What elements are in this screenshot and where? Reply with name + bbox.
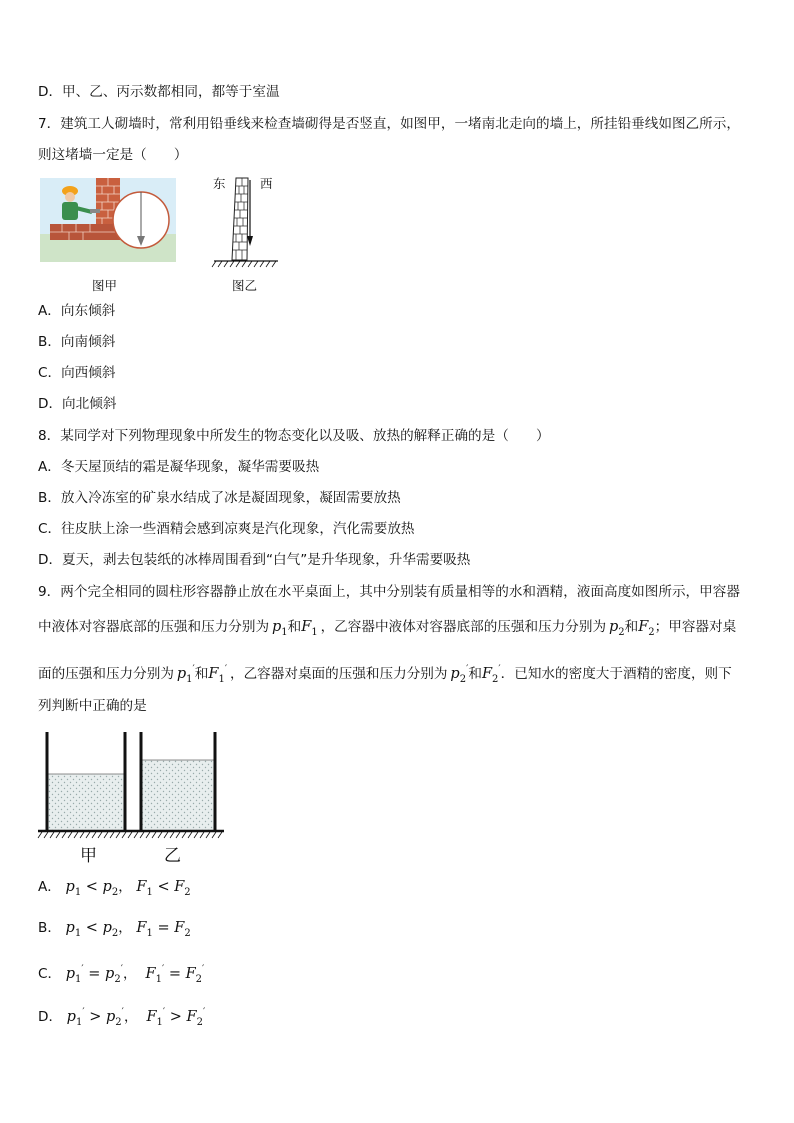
q9-option-a: A． $p_1 < p_2$， $F_1 < F_2$ [38, 879, 191, 898]
q7-figure-jia-caption: 图甲 [92, 278, 118, 293]
q7-option-c: C．向西倾斜 [38, 365, 116, 381]
q9-stem-line2: 中液体对容器底部的压强和压力分别为 $p_1$和$F_1$ ，乙容器中液体对容器底部的压强和压力分别为 $p_2$和$F_2$；甲容器对桌 [38, 619, 737, 638]
q7-option-d: D．向北倾斜 [38, 396, 117, 412]
q9-option-c: C． $p_1' = p_2'$， $F_1' = F_2'$ [38, 964, 205, 985]
q7-stem-line2: 则这堵墙一定是（ ） [38, 147, 188, 163]
q9-stem-line3: 面的压强和压力分别为 $p_1'$和$F_1'$ ，乙容器对桌面的压强和压力分别为 $p_2'$和$F_2'$．已知水的密度大于酒精的密度，则下 [38, 664, 732, 685]
q9-option-d: D． $p_1' > p_2'$， $F_1' > F_2'$ [38, 1007, 206, 1028]
q8-option-c: C．往皮肤上涂一些酒精会感到凉爽是汽化现象，汽化需要放热 [38, 521, 415, 537]
q7-figure-yi-east-label: 东 [213, 176, 226, 191]
q8-option-b: B．放入冷冻室的矿泉水结成了冰是凝固现象，凝固需要放热 [38, 490, 401, 506]
q9-option-b: B． $p_1 < p_2$， $F_1 = F_2$ [38, 920, 191, 939]
q8-stem: 8．某同学对下列物理现象中所发生的物态变化以及吸、放热的解释正确的是（ ） [38, 428, 550, 444]
q7-figure-jia [40, 178, 176, 262]
q8-option-d: D．夏天，剥去包装纸的冰棒周围看到“白气”是升华现象，升华需要吸热 [38, 552, 471, 568]
q9-stem-line4: 列判断中正确的是 [38, 698, 147, 714]
q9-stem-line1: 9．两个完全相同的圆柱形容器静止放在水平桌面上，其中分别装有质量相等的水和酒精，液面高度如图所示，甲容器 [38, 584, 740, 600]
q7-figure-yi-caption: 图乙 [232, 278, 258, 293]
q7-stem-line1: 7．建筑工人砌墙时，常利用铅垂线来检查墙砌得是否竖直，如图甲，一堵南北走向的墙上，所挂铅垂线如图乙所示， [38, 116, 740, 132]
q9-figure-label-yi: 乙 [164, 846, 181, 866]
q6-option-d: D．甲、乙、丙示数都相同，都等于室温 [38, 84, 280, 100]
q7-figure-yi [210, 176, 282, 270]
q7-option-a: A．向东倾斜 [38, 303, 116, 319]
q7-option-b: B．向南倾斜 [38, 334, 116, 350]
q9-containers-figure [36, 730, 228, 840]
q7-figure-yi-west-label: 西 [260, 176, 273, 191]
q9-figure-label-jia: 甲 [80, 846, 97, 866]
q8-option-a: A．冬天屋顶结的霜是凝华现象，凝华需要吸热 [38, 459, 320, 475]
